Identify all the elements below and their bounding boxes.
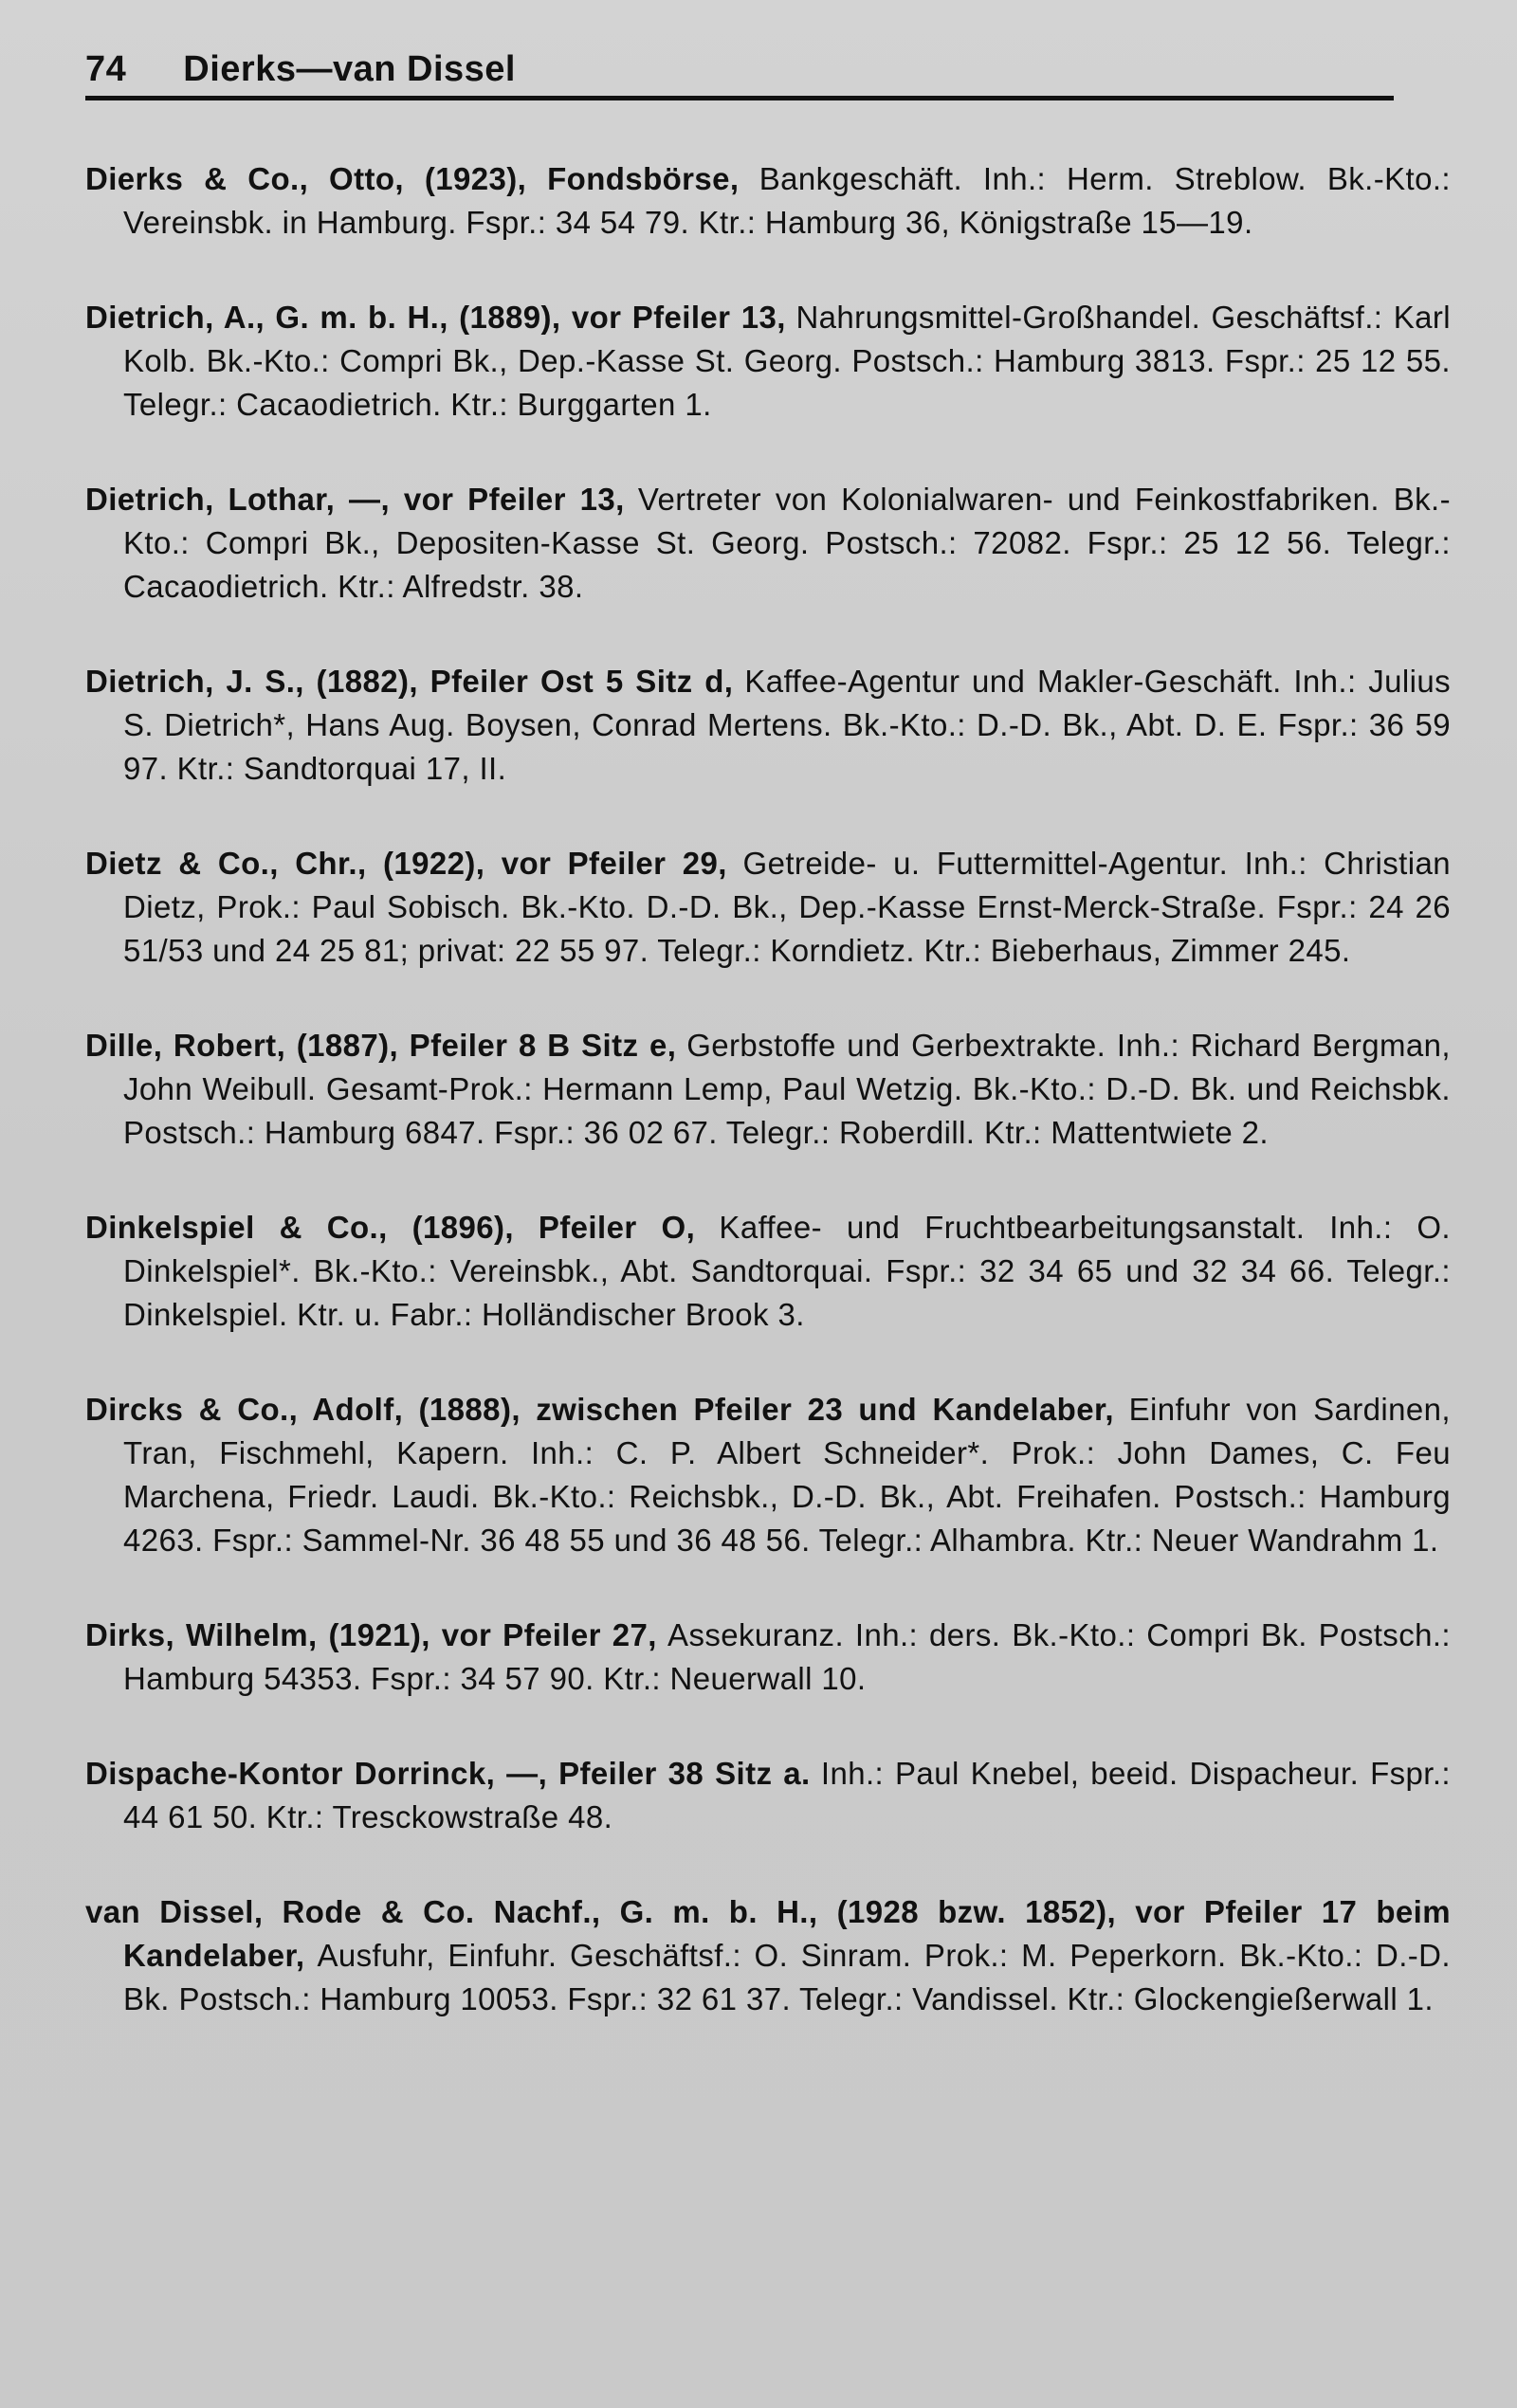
directory-entry (85, 1614, 1451, 1701)
entry-name: Dircks & Co., Adolf, (1888), zwischen Pfeiler 23 und Kandelaber, (85, 1392, 1114, 1427)
entry-name: Dietz & Co., Chr., (1922), vor Pfeiler 29, (85, 846, 727, 881)
running-title: Dierks—van Dissel (183, 49, 516, 89)
entry-name: Dille, Robert, (1887), Pfeiler 8 B Sitz e, (85, 1028, 677, 1063)
directory-entry (85, 478, 1451, 609)
entry-details: Kaffee-Agentur und Makler-Geschäft. Inh.: Julius S. Dietrich*, Hans Aug. Boysen, Conrad Mertens. Bk.-Kto.: D.-D. Bk., Abt. D. E. Fspr.: 36 59 97. Ktr.: Sandtorquai 17, II. (123, 664, 1451, 786)
directory-entry (85, 660, 1451, 791)
directory-entry (85, 1388, 1451, 1562)
directory-entry (85, 1024, 1451, 1155)
entry-name: Dietrich, J. S., (1882), Pfeiler Ost 5 Sitz d, (85, 664, 734, 699)
running-head (85, 38, 1432, 90)
entry-name: Dispache-Kontor Dorrinck, —, Pfeiler 38 Sitz a. (85, 1756, 811, 1791)
entry-name: Dietrich, A., G. m. b. H., (1889), vor Pfeiler 13, (85, 300, 786, 335)
entry-details: Getreide- u. Futtermittel-Agentur. Inh.: Christian Dietz, Prok.: Paul Sobisch. Bk.-Kto. D.-D. Bk., Dep.-Kasse Ernst-Merck-Straße. Fspr.: 24 26 51/53 und 24 25 81; privat: 22 55 97. Telegr.: Korndietz. Ktr.: Bieberhaus, Zimmer 245. (123, 846, 1451, 968)
directory-entry (85, 1206, 1451, 1337)
entry-name: Dietrich, Lothar, —, vor Pfeiler 13, (85, 482, 625, 517)
directory-entry (85, 296, 1451, 427)
entry-details: Inh.: Paul Knebel, beeid. Dispacheur. Fspr.: 44 61 50. Ktr.: Tresckowstraße 48. (123, 1756, 1451, 1834)
directory-entry (85, 1890, 1451, 2021)
entry-details: Ausfuhr, Einfuhr. Geschäftsf.: O. Sinram. Prok.: M. Peperkorn. Bk.-Kto.: D.-D. Bk. Postsch.: Hamburg 10053. Fspr.: 32 61 37. Telegr.: Vandissel. Ktr.: Glockengießerwall 1. (123, 1938, 1451, 2016)
entry-details: Vertreter von Kolonialwaren- und Feinkostfabriken. Bk.-Kto.: Compri Bk., Depositen-Kasse St. Georg. Postsch.: 72082. Fspr.: 25 12 56. Telegr.: Cacaodietrich. Ktr.: Alfredstr. 38. (123, 482, 1452, 604)
entry-name: Dirks, Wilhelm, (1921), vor Pfeiler 27, (85, 1617, 657, 1652)
entry-details: Assekuranz. Inh.: ders. Bk.-Kto.: Compri Bk. Postsch.: Hamburg 54353. Fspr.: 34 57 90. Ktr.: Neuerwall 10. (123, 1617, 1451, 1696)
entry-details: Nahrungsmittel-Großhandel. Geschäftsf.: Karl Kolb. Bk.-Kto.: Compri Bk., Dep.-Kasse St. Georg. Postsch.: Hamburg 3813. Fspr.: 25 12 55. Telegr.: Cacaodietrich. Ktr.: Burggarten 1. (123, 300, 1451, 422)
directory-entry (85, 1752, 1451, 1839)
header-rule (85, 96, 1394, 100)
entry-name: Dinkelspiel & Co., (1896), Pfeiler O, (85, 1210, 696, 1245)
entry-name: Dierks & Co., Otto, (1923), Fondsbörse, (85, 161, 740, 196)
entry-details: Einfuhr von Sardinen, Tran, Fischmehl, Kapern. Inh.: C. P. Albert Schneider*. Prok.: John Dames, C. Feu Marchena, Friedr. Laudi. Bk.-Kto.: Reichsbk., D.-D. Bk., Abt. Freihafen. Postsch.: Hamburg 4263. Fspr.: Sammel-Nr. 36 48 55 und 36 48 56. Telegr.: Alhambra. Ktr.: Neuer Wandrahm 1. (123, 1392, 1451, 1558)
entry-name: van Dissel, Rode & Co. Nachf., G. m. b. H., (1928 bzw. 1852), vor Pfeiler 17 beim Kandelaber, (85, 1894, 1451, 1973)
directory-entry (85, 842, 1451, 973)
directory-entry (85, 157, 1451, 245)
entry-details: Kaffee- und Fruchtbearbeitungsanstalt. Inh.: O. Dinkelspiel*. Bk.-Kto.: Vereinsbk., Abt. Sandtorquai. Fspr.: 32 34 65 und 32 34 66. Telegr.: Dinkelspiel. Ktr. u. Fabr.: Holländischer Brook 3. (123, 1210, 1451, 1332)
entry-list (85, 157, 1452, 2021)
entry-details: Gerbstoffe und Gerbextrakte. Inh.: Richard Bergman, John Weibull. Gesamt-Prok.: Hermann Lemp, Paul Wetzig. Bk.-Kto.: D.-D. Bk. und Reichsbk. Postsch.: Hamburg 6847. Fspr.: 36 02 67. Telegr.: Roberdill. Ktr.: Mattentwiete 2. (123, 1028, 1451, 1150)
entry-details: Bankgeschäft. Inh.: Herm. Streblow. Bk.-Kto.: Vereinsbk. in Hamburg. Fspr.: 34 54 79. Ktr.: Hamburg 36, Königstraße 15—19. (123, 161, 1451, 240)
page-number: 74 (85, 49, 127, 89)
